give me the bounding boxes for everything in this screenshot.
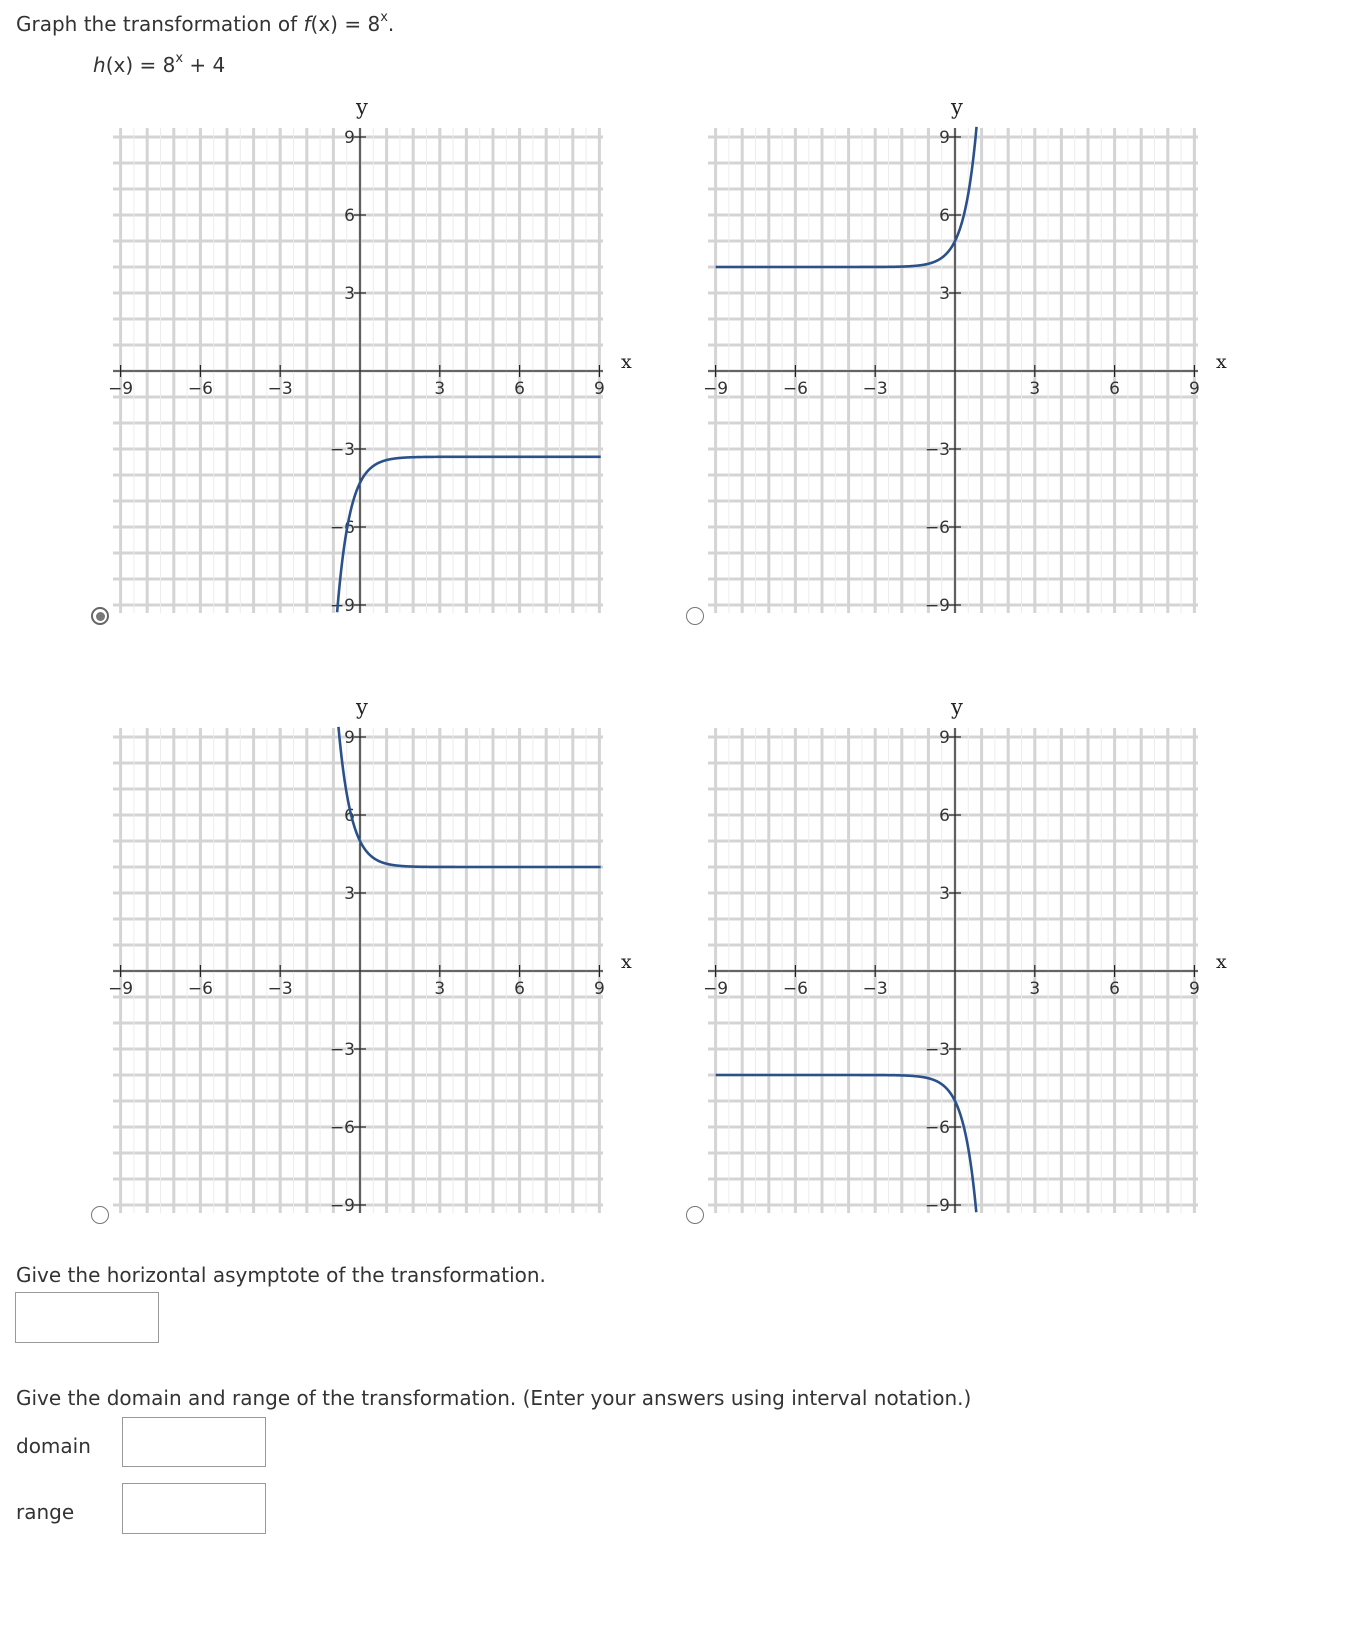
- y-axis-label: y: [356, 695, 368, 719]
- problem-prompt: Graph the transformation of $f(x) = 8^x$.: [16, 10, 395, 36]
- x-tick-label: −9: [108, 979, 134, 999]
- y-tick-label: 9: [344, 728, 355, 748]
- x-tick-label: 6: [514, 979, 526, 999]
- function-curve: [716, 1075, 977, 1212]
- graph-option-2: [695, 95, 1227, 636]
- function-curve: [716, 127, 977, 267]
- x-axis-label: x: [1216, 951, 1227, 973]
- y-tick-label: −3: [329, 1040, 355, 1060]
- y-tick-label: 6: [939, 206, 950, 226]
- y-tick-label: −6: [329, 1118, 355, 1138]
- x-tick-label: 6: [1109, 379, 1121, 399]
- y-tick-label: 6: [344, 206, 355, 226]
- x-tick-label: −3: [862, 379, 888, 399]
- x-axis-label: x: [1216, 351, 1227, 373]
- y-tick-label: −6: [329, 518, 355, 538]
- x-tick-label: −3: [267, 379, 293, 399]
- y-tick-label: 3: [939, 284, 950, 304]
- graph-option-3: [100, 695, 632, 1236]
- x-tick-label: −9: [108, 379, 134, 399]
- x-tick-label: −6: [782, 979, 808, 999]
- range-label: range: [16, 1500, 75, 1524]
- y-tick-label: −9: [924, 596, 950, 616]
- y-tick-label: 3: [939, 884, 950, 904]
- x-axis-label: x: [621, 351, 632, 373]
- y-tick-label: −3: [924, 1040, 950, 1060]
- x-tick-label: −9: [703, 379, 729, 399]
- y-axis-label: y: [951, 95, 963, 119]
- domain-label: domain: [16, 1434, 91, 1458]
- y-axis-label: y: [951, 695, 963, 719]
- x-tick-label: 9: [593, 379, 605, 399]
- y-tick-label: 3: [344, 884, 355, 904]
- x-tick-label: 3: [434, 979, 446, 999]
- asymptote-question: Give the horizontal asymptote of the transformation.: [16, 1263, 546, 1287]
- function-curve: [337, 457, 601, 612]
- function-curve: [338, 727, 600, 867]
- y-tick-label: 6: [939, 806, 950, 826]
- graph-option-1: [100, 95, 632, 636]
- x-tick-label: 9: [1188, 379, 1200, 399]
- x-tick-label: −6: [187, 379, 213, 399]
- x-tick-label: −6: [187, 979, 213, 999]
- y-tick-label: −3: [924, 440, 950, 460]
- x-tick-label: −3: [862, 979, 888, 999]
- x-tick-label: −3: [267, 979, 293, 999]
- domain-input[interactable]: [122, 1417, 266, 1467]
- y-tick-label: 9: [344, 128, 355, 148]
- x-tick-label: 3: [1029, 979, 1041, 999]
- x-tick-label: 9: [593, 979, 605, 999]
- x-tick-label: 6: [1109, 979, 1121, 999]
- y-tick-label: 9: [939, 128, 950, 148]
- x-tick-label: −6: [782, 379, 808, 399]
- x-tick-label: 3: [434, 379, 446, 399]
- y-tick-label: −9: [329, 1196, 355, 1216]
- graph-option-4: [695, 695, 1227, 1236]
- domain-range-question: Give the domain and range of the transformation. (Enter your answers using interval notation.): [16, 1386, 972, 1410]
- y-tick-label: 3: [344, 284, 355, 304]
- y-tick-label: −6: [924, 518, 950, 538]
- y-tick-label: −6: [924, 1118, 950, 1138]
- asymptote-input[interactable]: [15, 1292, 159, 1343]
- x-tick-label: −9: [703, 979, 729, 999]
- y-tick-label: −9: [329, 596, 355, 616]
- x-tick-label: 9: [1188, 979, 1200, 999]
- y-tick-label: −9: [924, 1196, 950, 1216]
- x-tick-label: 6: [514, 379, 526, 399]
- transformation-function: $h(x) = 8^x + 4$: [93, 51, 226, 77]
- y-tick-label: 9: [939, 728, 950, 748]
- y-tick-label: 6: [344, 806, 355, 826]
- y-tick-label: −3: [329, 440, 355, 460]
- x-axis-label: x: [621, 951, 632, 973]
- range-input[interactable]: [122, 1483, 266, 1534]
- y-axis-label: y: [356, 95, 368, 119]
- x-tick-label: 3: [1029, 379, 1041, 399]
